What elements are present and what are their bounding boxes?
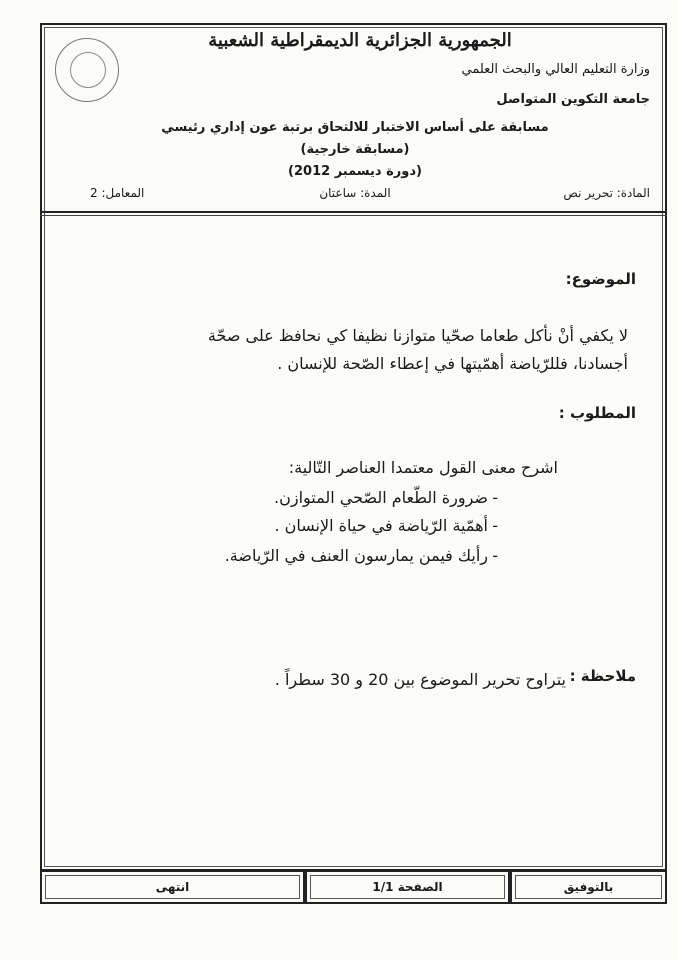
instruction-text: اشرح معنى القول معتمدا العناصر التّالية: — [288, 458, 558, 477]
topic-text-line-1: لا يكفي أنْ نأكل طعاما صحّيا متوازنا نظيفا كي نحافظ على صحّة — [207, 326, 628, 345]
contest-type: (مسابقة خارجية) — [300, 142, 410, 157]
republic-title: الجمهورية الجزائرية الديمقراطية الشعبية — [208, 30, 512, 51]
list-bullet: - — [492, 516, 498, 535]
list-item: أهمّية الرّياضة في حياة الإنسان . — [274, 516, 488, 535]
list-item: ضرورة الطّعام الصّحي المتوازن. — [274, 488, 488, 507]
footer-end-box — [40, 870, 305, 904]
university-name: جامعة التكوين المتواصل — [496, 92, 650, 107]
footer-page-box — [305, 870, 510, 904]
exam-subject: المادة: تحرير نص — [563, 186, 650, 200]
note-label: ملاحظة : — [569, 667, 636, 685]
note-text: يتراوح تحرير الموضوع بين 20 و 30 سطراً . — [274, 670, 566, 689]
good-luck-text: بالتوفيق — [563, 880, 614, 894]
ministry-name: وزارة التعليم العالي والبحث العلمي — [461, 62, 650, 77]
required-label: المطلوب : — [558, 404, 636, 422]
exam-session: (دورة ديسمبر 2012) — [288, 164, 422, 179]
header-divider — [40, 211, 667, 213]
list-bullet: - — [492, 546, 498, 565]
footer-good-luck-box — [510, 870, 667, 904]
end-text: انتهى — [155, 880, 190, 894]
topic-label: الموضوع: — [565, 270, 636, 288]
university-seal-center-icon — [70, 52, 106, 88]
topic-text-line-2: أجسادنا، فللرّياضة أهمّيتها في إعطاء الصّحة للإنسان . — [277, 354, 628, 373]
contest-title: مسابقة على أساس الاختبار للالتحاق برتبة عون إداري رئيسي — [161, 120, 549, 135]
exam-duration: المدة: ساعتان — [319, 186, 391, 200]
list-item: رأيك فيمن يمارسون العنف في الرّياضة. — [224, 546, 488, 565]
list-bullet: - — [492, 488, 498, 507]
page-number: الصفحة 1/1 — [372, 880, 443, 894]
exam-coefficient: المعامل: 2 — [90, 186, 145, 200]
header-divider-inner — [40, 215, 667, 216]
